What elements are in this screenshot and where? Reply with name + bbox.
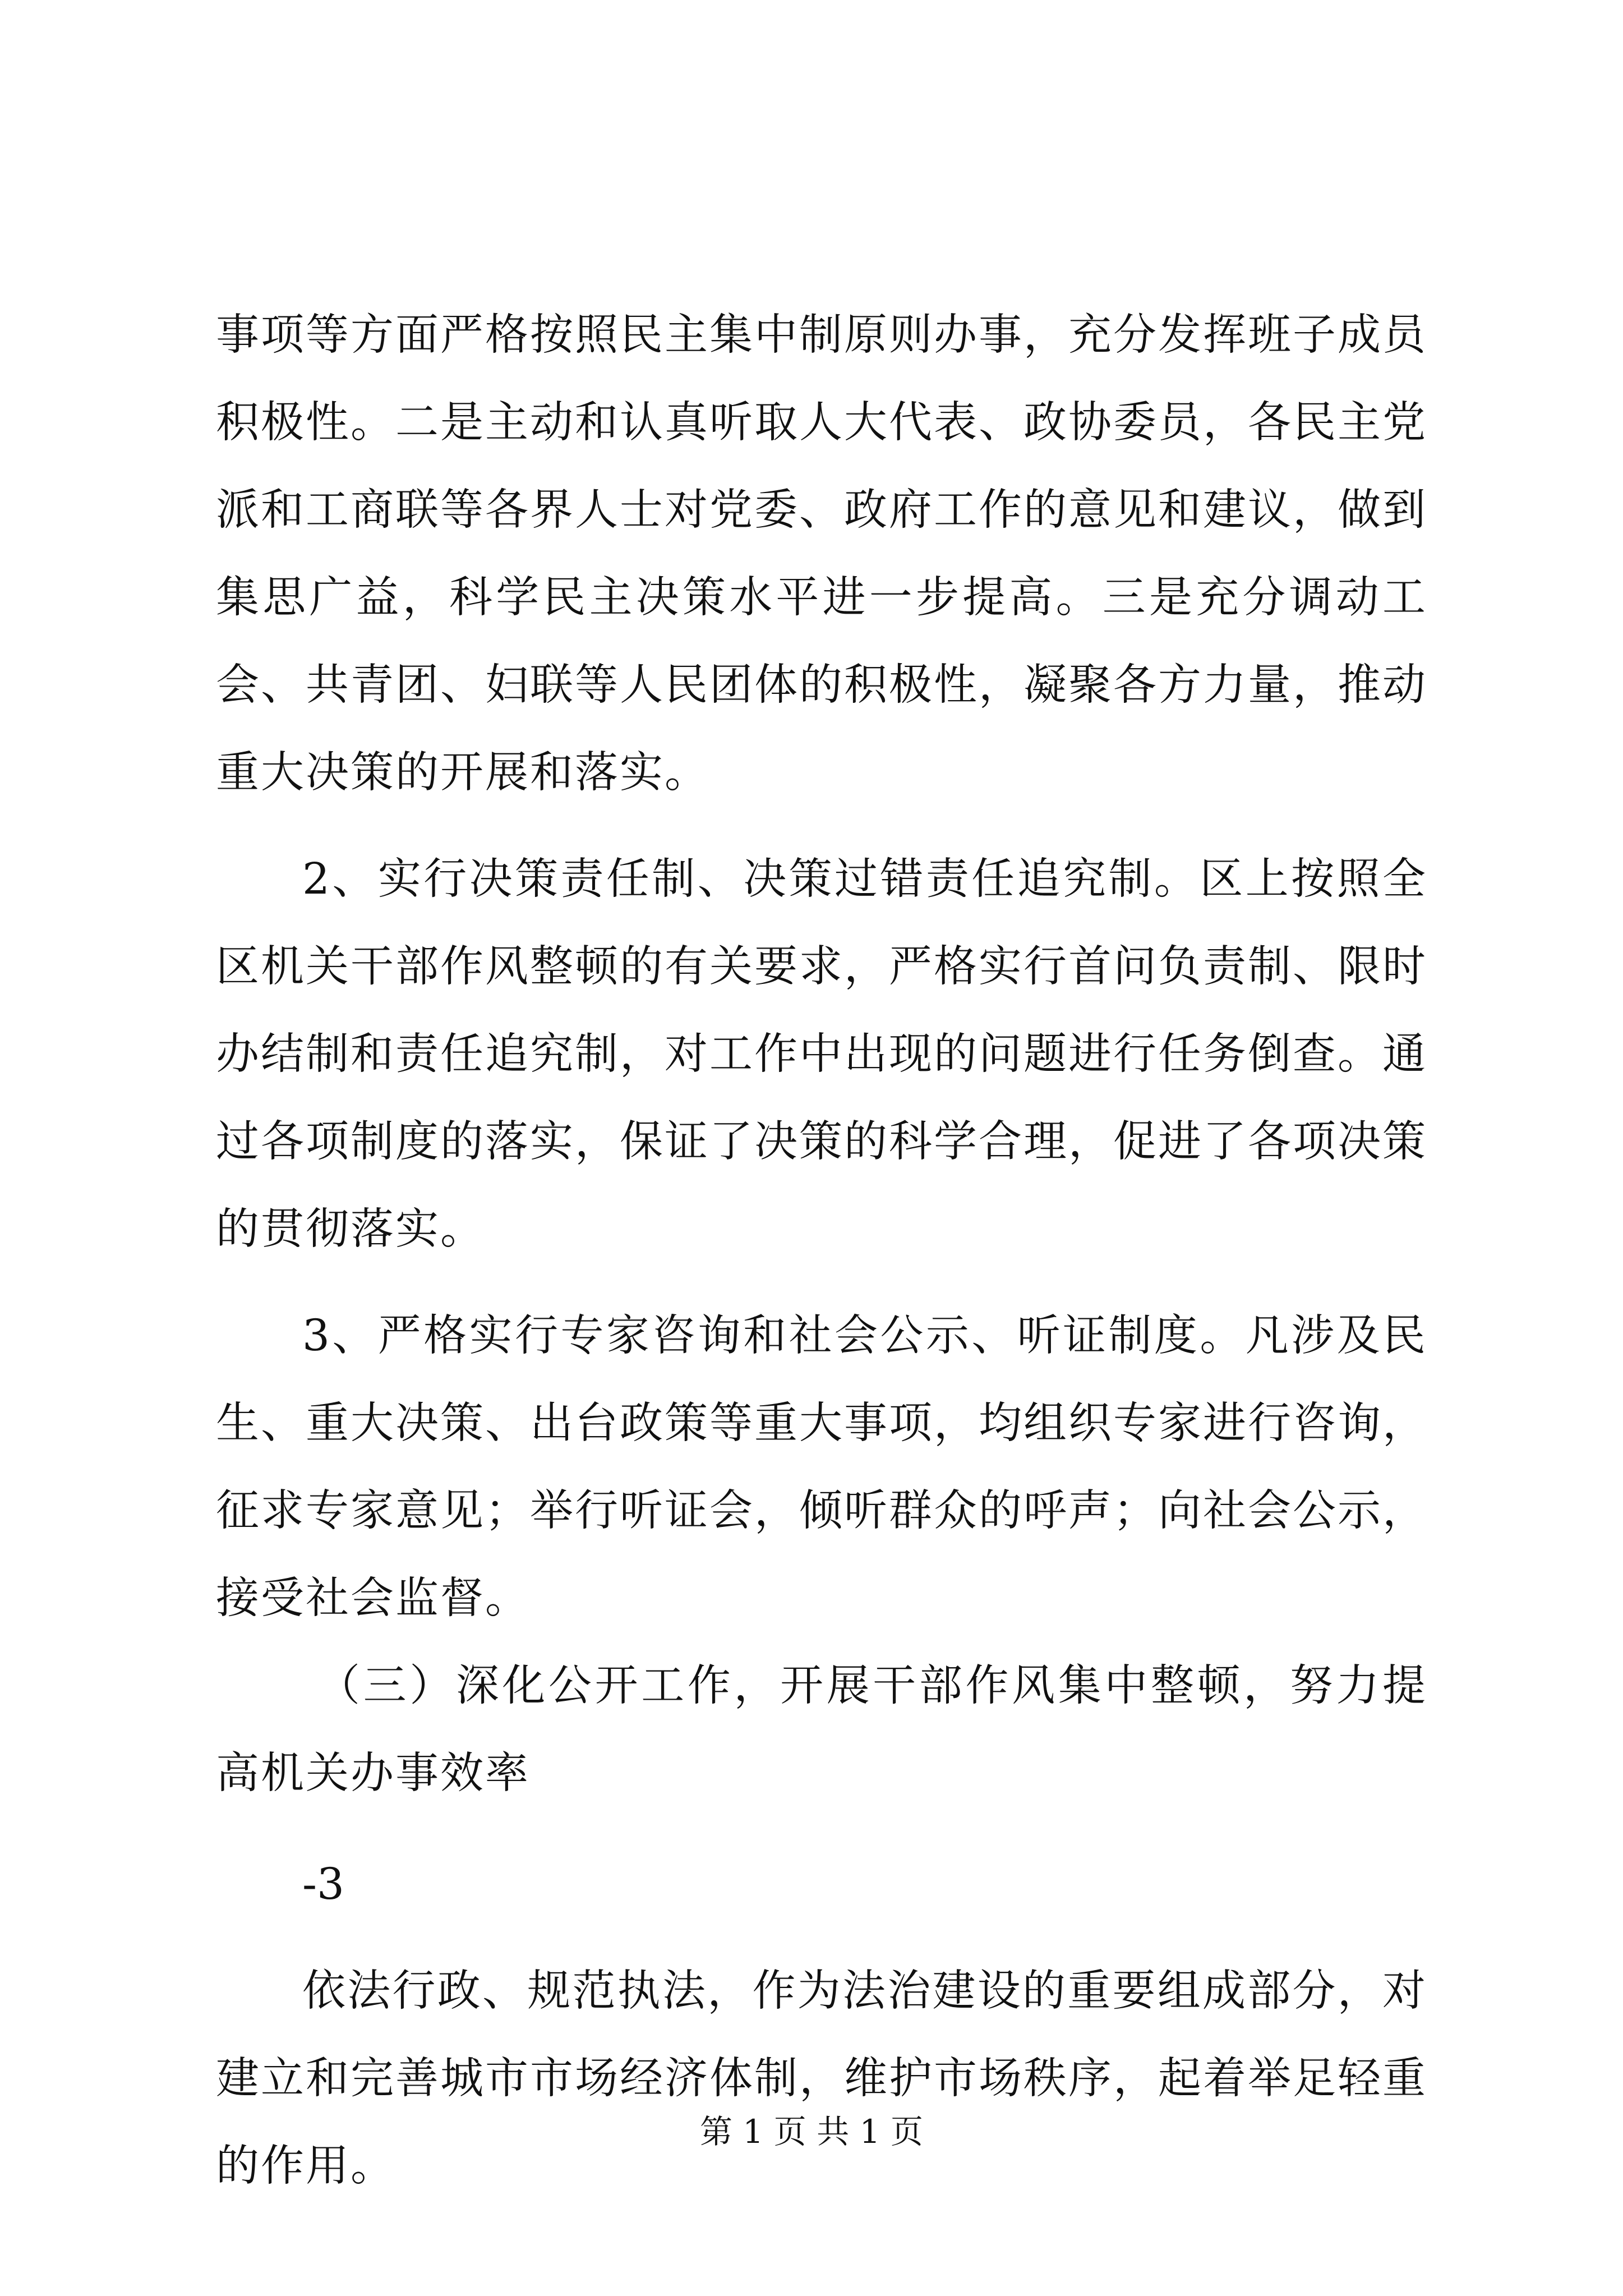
paragraph-expert-consultation: 3、严格实行专家咨询和社会公示、听证制度。凡涉及民生、重大决策、出台政策等重大事项，均组织专家进行咨询，征求专家意见；举行听证会，倾听群众的呼声；向社会公示，接受社会监督。 [216,1311,1427,1623]
paragraph-responsibility-system: 2、实行决策责任制、决策过错责任追究制。区上按照全区机关干部作风整顿的有关要求，严格实行首问负责制、限时办结制和责任追究制，对工作中出现的问题进行任务倒查。通过各项制度的落实，保证了决策的科学合理，促进了各项决策的贯彻落实。 [216,854,1427,1254]
page-footer: 第 1 页 共 1 页 [700,2113,923,2151]
paragraph-decision-making: 事项等方面严格按照民主集中制原则办事，充分发挥班子成员积极性。二是主动和认真听取人大代表、政协委员，各民主党派和工商联等各界人士对党委、政府工作的意见和建议，做到集思广益，科学民主决策水平进一步提高。三是充分调动工会、共青团、妇联等人民团体的积极性，凝聚各方力量，推动重大决策的开展和落实。 [216,310,1427,798]
inline-page-marker: -3 [302,1860,345,1910]
paragraph-law-enforcement: 依法行政、规范执法，作为法治建设的重要组成部分，对建立和完善城市市场经济体制，维护市场秩序，起着举足轻重的作用。 [216,1966,1427,2191]
document-body [216,292,1427,2210]
section-heading-openness: （三）深化公开工作，开展干部作风集中整顿，努力提高机关办事效率 [216,1661,1427,1798]
